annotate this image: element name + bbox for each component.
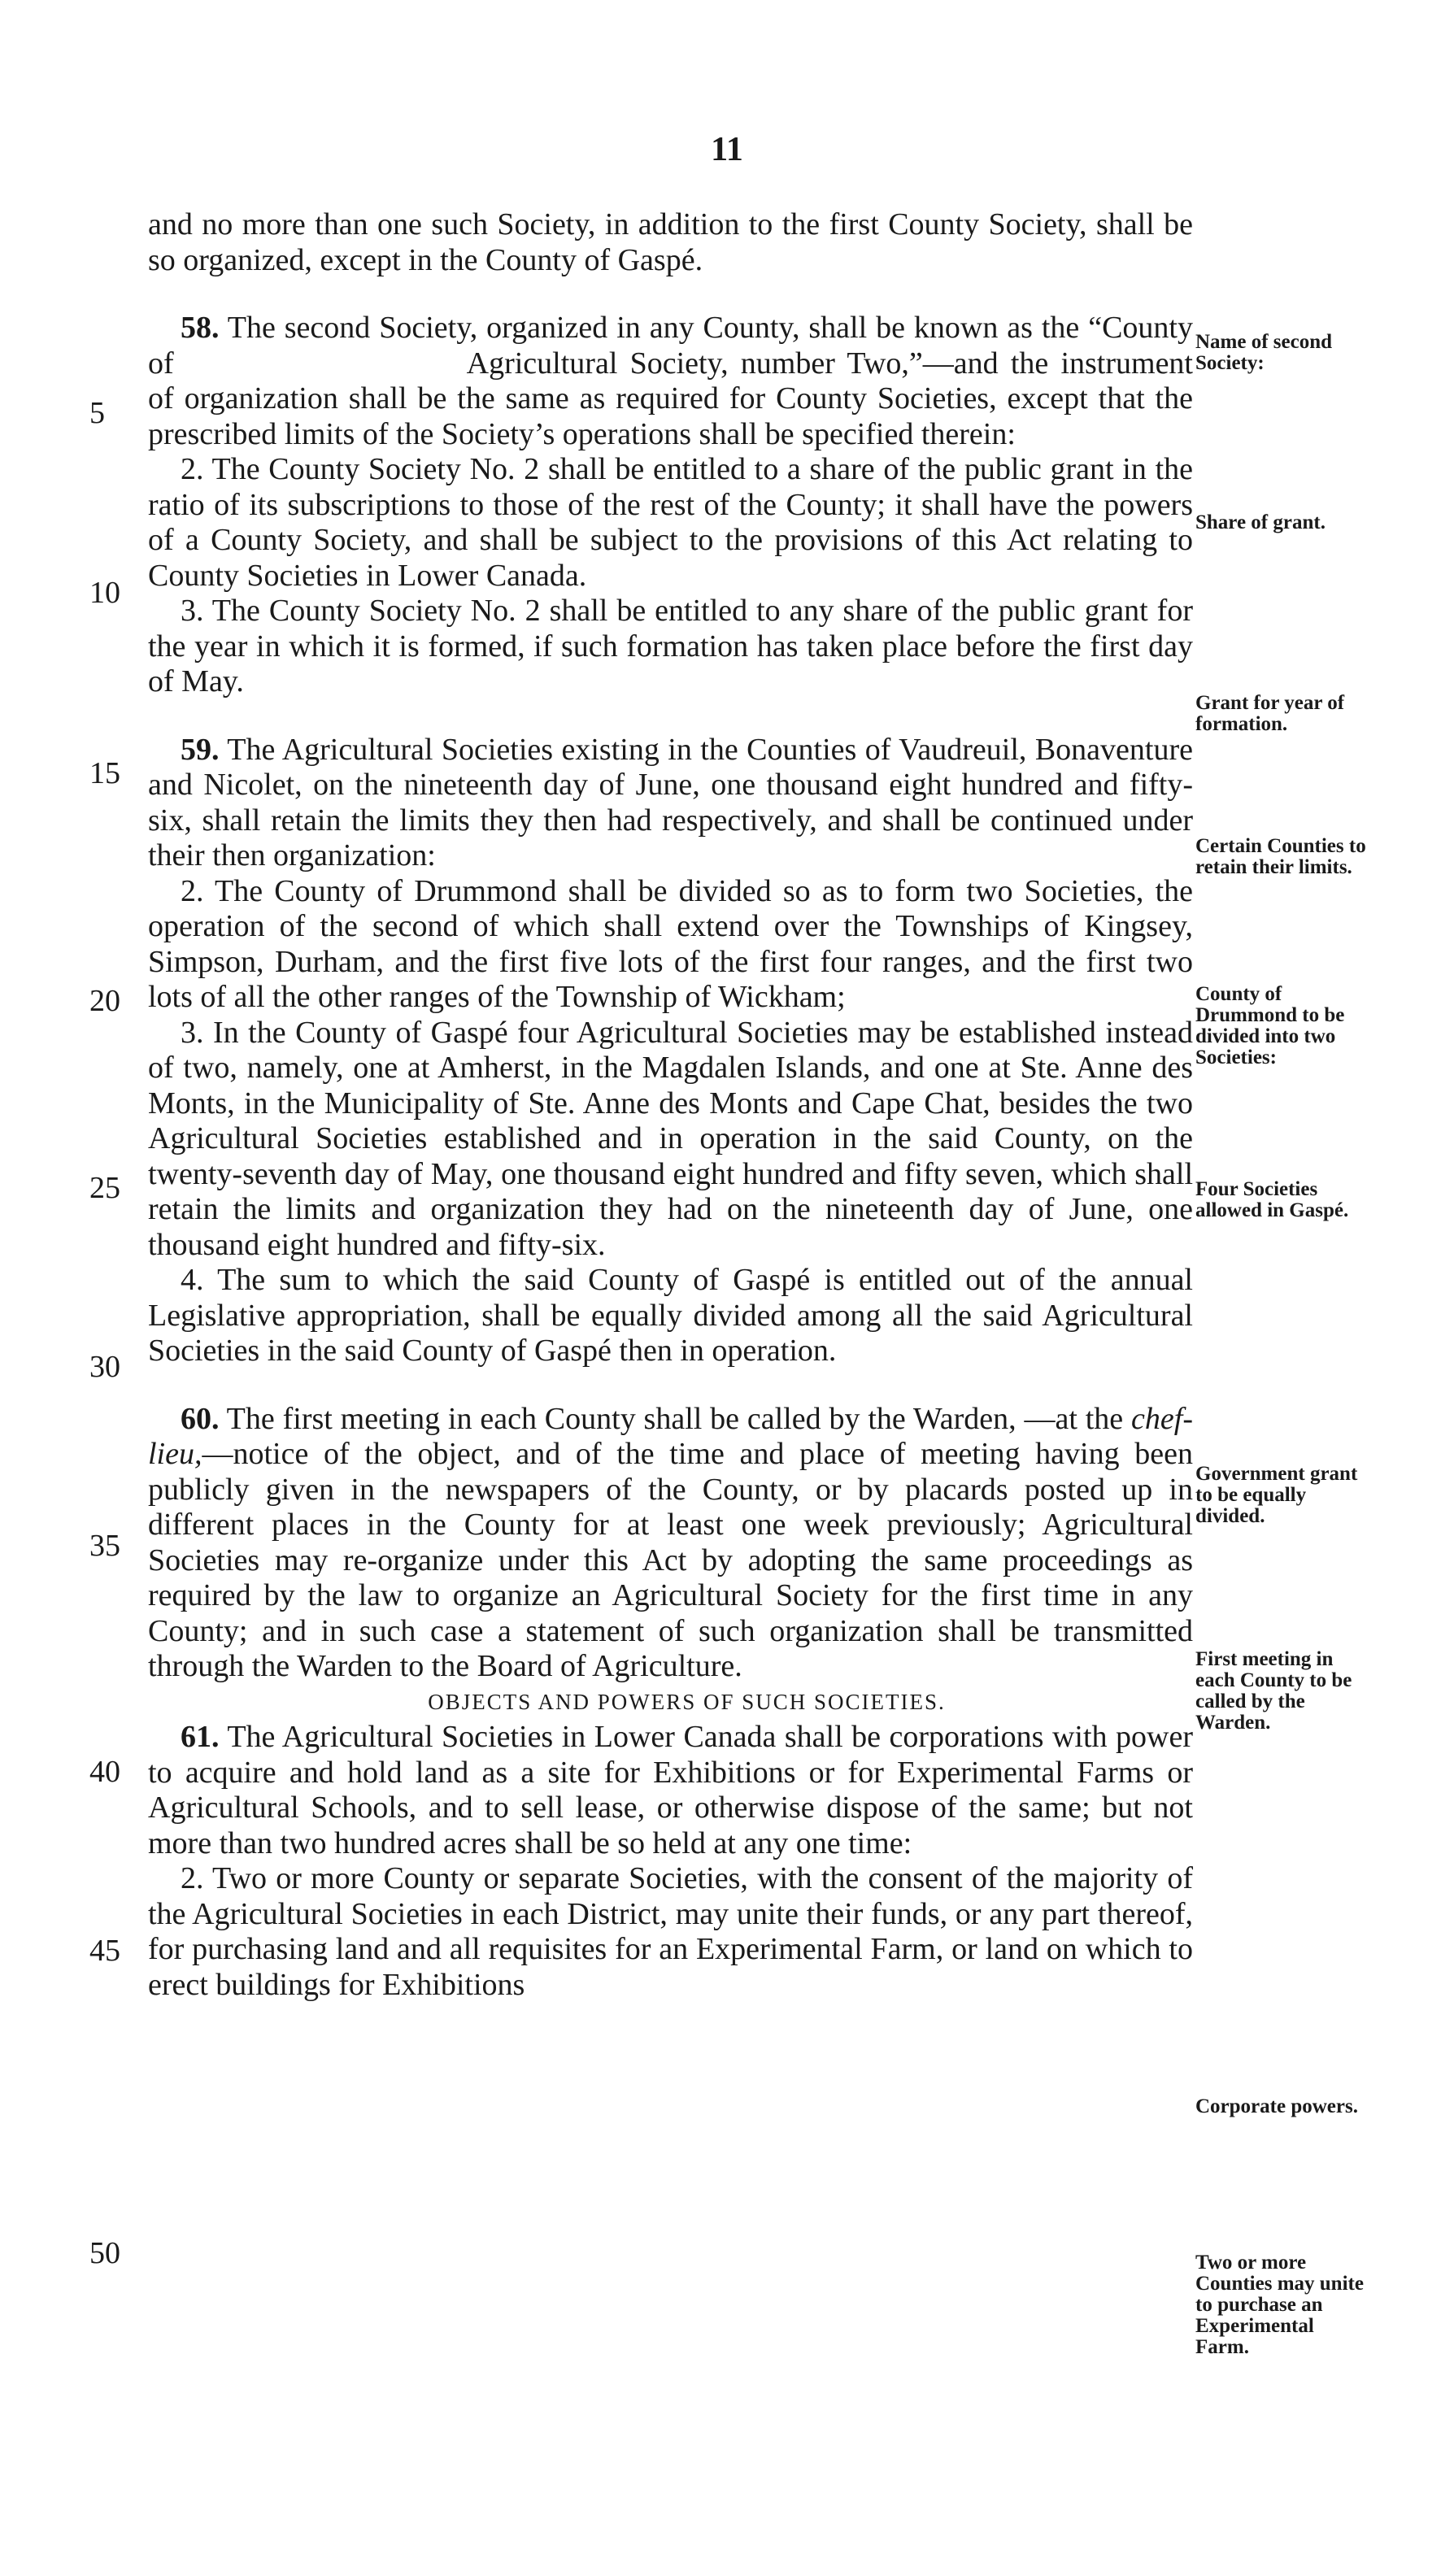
line-number: 15 [89,756,120,790]
subsection-61-2: 2. Two or more County or separate Societies, with the consent of the majority of the Agricultural Societies in each District, may unite their funds, or any part thereof, for purchasing land and all requisites for an Experimental Farm, or land on which to erect buildings for Exhibitions [148,1861,1193,2002]
section-59 [148,733,1193,874]
section-number: 59. [181,732,220,767]
line-number: 20 [89,984,120,1018]
section-number: 58. [181,311,220,345]
section-text: Agricultural Society, number Two,”—and the instrument of organization shall be the same as required for County Societies, except that the prescribed limits of the Society’s operations shall be specified therein: [148,346,1193,451]
section-heading: OBJECTS AND POWERS OF SUCH SOCIETIES. [428,1689,946,1714]
margin-note: Grant for year of formation. [1195,692,1345,735]
margin-note: Corporate powers. [1195,2095,1358,2117]
margin-note: Four Societies allowed in Gaspé. [1195,1178,1349,1221]
paragraph-continuation: and no more than one such Society, in addition to the first County Society, shall be so organized, except in the County of Gaspé. [148,207,1193,277]
subsection-59-3: 3. In the County of Gaspé four Agricultural Societies may be established instead of two, namely, one at Amherst, in the Magdalen Islands, and one at Ste. Anne des Monts, in the Municipality of Ste. Anne des Monts and Cape Chat, besides the two Agricultural Societies established and in operation in the said County, on the twenty-seventh day of May, one thousand eight hundred and fifty seven, which shall retain the limits and organization they had on the nineteenth day of June, one thousand eight hundred and fifty-six. [148,1015,1193,1262]
line-number: 50 [89,2236,120,2270]
line-number: 5 [89,396,105,430]
margin-note: Name of second Society: [1195,331,1333,374]
line-number: 45 [89,1934,120,1968]
subsection-58-3: 3. The County Society No. 2 shall be entitled to any share of the public grant for the year in which it is formed, if such formation has taken place before the first day of May. [148,594,1193,698]
margin-note: Share of grant. [1195,511,1326,533]
subsection-58-2: 2. The County Society No. 2 shall be entitled to a share of the public grant in the ratio of its subscriptions to those of the rest of the County; it shall have the powers of a County Society, and shall be subject to the provisions of this Act relating to County Societies in Lower Canada. [148,452,1193,593]
subsection-59-4: 4. The sum to which the said County of Gaspé is entitled out of the annual Legislative appropriation, shall be equally divided among all the said Agricultural Societies in the said County of Gaspé then in operation. [148,1263,1193,1368]
section-text: The second Society, organized in any County, shall be known as the “County of [148,311,1193,381]
italic-term: chef-lieu, [148,1401,1193,1471]
margin-note: Government grant to be equally divided. [1195,1463,1358,1527]
page-number: 11 [711,131,743,168]
line-number: 35 [89,1529,120,1563]
section-61 [148,1720,1193,1861]
section-60 [148,1402,1193,1685]
section-text: The Agricultural Societies in Lower Canada shall be corporations with power to acquire and hold land as a site for Exhibitions or for Experimental Farms or Agricultural Schools, and to sell lease, or otherwise dispose of the same; but not more than two hundred acres shall be so held at any one time: [148,1720,1193,1860]
section-text: —notice of the object, and of the time and place of meeting having been publicly given in the newspapers of the County, or by placards posted up in different places in the County for at least one week previously; Agricultural Societies may re-organize under this Act by adopting the same proceedings as required by the law to organize an Agricultural Society for the first time in any County; and in such case a statement of such organization shall be transmitted through the Warden to the Board of Agriculture. [148,1437,1193,1683]
section-number: 60. [181,1401,220,1436]
section-text: The Agricultural Societies existing in the Counties of Vaudreuil, Bonaventure and Nicolet, on the nineteenth day of June, one thousand eight hundred and fifty-six, shall retain the limits they then had respectively, and shall be continued under their then organization: [148,732,1193,872]
line-number: 25 [89,1171,120,1205]
margin-note: County of Drummond to be divided into two Societies: [1195,983,1345,1068]
section-text: The first meeting in each County shall be called by the Warden, —at the [226,1401,1124,1436]
line-number: 40 [89,1755,120,1789]
line-number: 30 [89,1350,120,1384]
main-text-column [148,207,1193,2003]
section-58 [148,311,1193,452]
margin-note: First meeting in each County to be called by the Warden. [1195,1648,1352,1734]
subsection-59-2: 2. The County of Drummond shall be divided so as to form two Societies, the operation of the second of which shall extend over the Townships of Kingsey, Simpson, Durham, and the first five lots of the first four ranges, and the first two lots of all the other ranges of the Township of Wickham; [148,873,1193,1014]
line-number: 10 [89,576,120,610]
section-number: 61. [181,1720,220,1754]
margin-note: Two or more Counties may unite to purchase an Experimental Farm. [1195,2252,1364,2358]
margin-note: Certain Counties to retain their limits. [1195,835,1366,878]
